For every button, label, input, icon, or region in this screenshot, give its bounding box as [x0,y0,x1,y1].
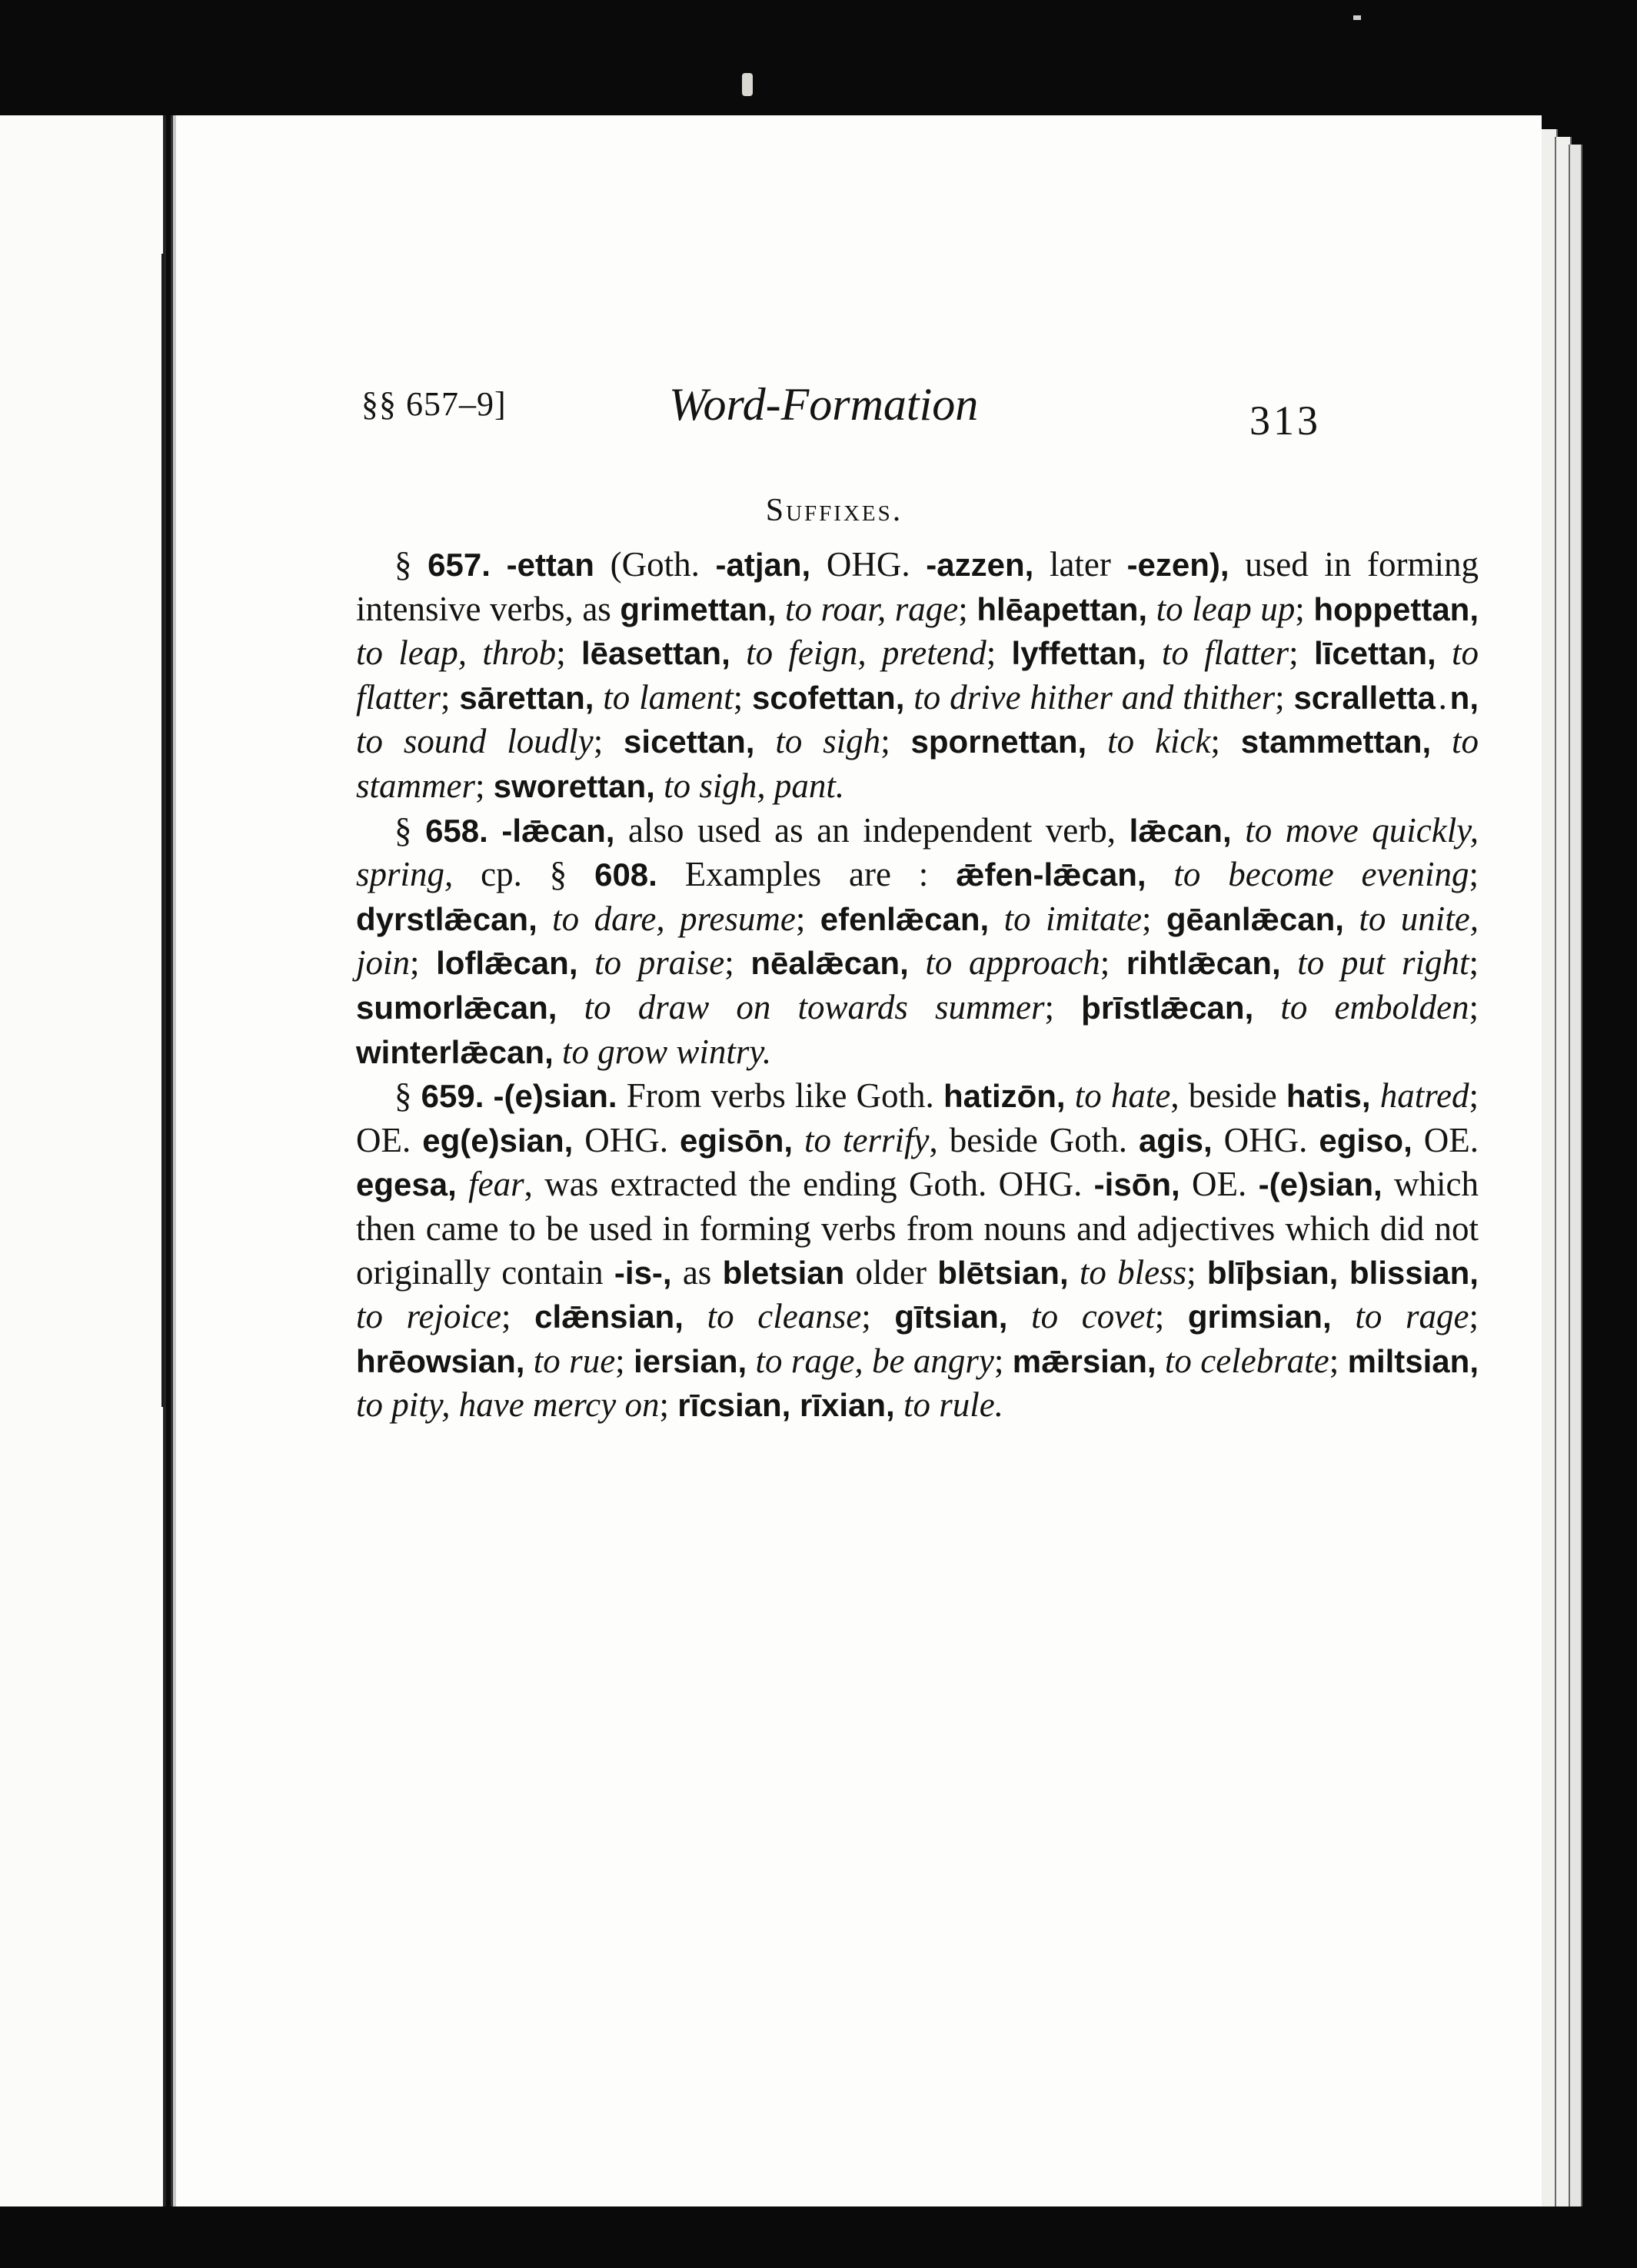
headword: hoppettan, [1313,590,1479,627]
gloss: to dare, presume [552,899,796,938]
text-run [488,811,502,850]
gloss: to rue [533,1341,616,1380]
text-run: ; [986,634,1012,673]
text-run: § [394,545,428,584]
headword: egiso, [1319,1122,1412,1159]
text-run: used in forming intensive verbs, as [356,545,1479,628]
headword: 657. [428,547,491,583]
text-run: older [844,1252,938,1292]
text-run: ; [1210,722,1241,761]
headword: rihtlǣcan, [1126,945,1281,982]
headword: bletsian [722,1254,845,1291]
text-run [989,900,1003,938]
page-stack-edge [1569,145,1582,2206]
headword: mǣrsian, [1012,1342,1156,1379]
text-run [578,943,595,982]
text-run: ; [501,1297,535,1336]
text-run [747,1342,755,1380]
text-run [754,722,775,760]
text-run [904,678,913,717]
text-run: Examples are : [657,855,957,894]
text-run [909,943,926,982]
running-header [173,379,1542,469]
gloss: to feign, pretend [746,634,987,673]
headword: dyrstlǣcan, [356,900,537,937]
text-run: , was extracted the ending Goth. OHG. [524,1165,1094,1204]
gloss: to approach [925,943,1100,983]
text-run: ; [1469,943,1479,983]
gloss: to grow wintry. [562,1032,772,1071]
text-run [1232,811,1246,850]
scan-artifact [742,73,753,96]
text-run [1431,722,1452,760]
gloss: to embolden [1280,987,1469,1026]
headword: egisōn, [680,1122,794,1159]
text-run: ; [861,1297,895,1336]
text-run: OE. [1412,1120,1479,1159]
gloss: to hate [1074,1076,1171,1116]
gloss: to kick [1107,722,1211,761]
gloss: to put right [1297,943,1469,983]
text-run: ; [1289,634,1314,673]
text-run: ; [733,677,752,717]
headword: efenlǣcan, [820,900,990,937]
section-heading: Suffixes. [765,493,903,528]
text-run: ; [1275,677,1294,717]
headword: gītsian, [894,1299,1008,1335]
text-run [776,590,785,628]
text-run: ; [1329,1341,1348,1380]
gloss: to bless [1079,1252,1187,1292]
headword: spornettan, [910,723,1087,760]
headword: agis, [1138,1122,1213,1159]
text-run: OE. [1180,1165,1259,1204]
gloss: to imitate [1003,899,1142,938]
gloss: to terrify [804,1120,930,1159]
headword: -is-, [614,1254,672,1291]
headword: þrīstlǣcan, [1081,989,1254,1026]
headword: egesa, [356,1166,457,1203]
text-run [655,767,664,805]
text-run [1069,1253,1080,1292]
text-run: OHG. [1212,1120,1319,1159]
gloss: to pity, have mercy on [356,1385,660,1425]
headword: hatizōn, [943,1078,1066,1115]
text-run: OHG. [573,1120,680,1159]
gloss: to stammer [356,722,1479,805]
paragraph-659 [356,1074,1479,1428]
text-run: ; [1295,589,1314,628]
text-run [524,1342,533,1380]
headword: miltsian, [1347,1342,1479,1379]
text-run [793,1121,804,1159]
gloss: to roar, rage [785,589,959,628]
text-run: ; [1469,987,1479,1026]
text-run [537,900,552,938]
gloss: to unite, join [356,899,1479,983]
text-run: ; [556,634,581,673]
text-run: ; [593,722,624,761]
text-run [484,1076,493,1115]
headword: -isōn, [1093,1166,1180,1203]
headword: loflǣcan, [436,945,578,982]
text-run: ; OE. [356,1076,1479,1159]
facing-page-margin-line [157,254,164,1407]
text-run: , beside Goth. [929,1120,1139,1159]
gloss: to leap, throb [356,634,557,673]
text-run: ; [475,766,494,805]
gloss: to rejoice [356,1297,501,1336]
text-run: . [1435,677,1450,717]
headword: blīþsian, blissian, [1206,1254,1479,1291]
headword: lǣcan, [1129,812,1232,849]
headword: scralletta [1293,679,1436,716]
gloss: to sigh, pant. [664,766,845,805]
text-run: ; [1141,899,1166,938]
text-run [1281,943,1298,982]
headword: eg(e)sian, [422,1122,574,1159]
gloss: to rage, be angry [755,1341,994,1380]
headword: hatis, [1286,1078,1371,1115]
text-run: OHG. [810,545,927,584]
text-run [1146,634,1162,672]
text-run: ; [659,1385,678,1425]
text-run [1436,634,1452,672]
text-run: cp. § [453,855,595,894]
gloss: to move quickly, spring, [356,810,1479,894]
gloss: fear [468,1165,524,1204]
paragraph-657 [356,543,1479,809]
headword: sicettan, [624,723,755,760]
gloss: hatred [1379,1076,1469,1116]
text-run: ; [615,1341,634,1380]
text-run: (Goth. [594,545,716,584]
text-run [1146,855,1174,893]
paragraph-658 [356,809,1479,1075]
text-run: ; [724,943,751,983]
headword: lēasettan, [581,635,730,672]
text-run: also used as an independent verb, [614,810,1130,850]
gloss: to flatter [1161,634,1289,673]
gloss: to drive hither and thither [913,677,1276,717]
text-run: ; [1469,1297,1479,1336]
headword: grimsian, [1187,1299,1332,1335]
text-run: ; [1186,1252,1207,1292]
gloss: to leap up [1156,589,1296,628]
gloss: to praise [594,943,725,983]
headword: sworettan, [493,767,655,804]
text-run: ; [441,677,460,717]
text-run [1371,1076,1380,1115]
gloss: to sigh [775,722,881,761]
headword: clǣnsian, [534,1299,684,1335]
headword: winterlǣcan, [356,1033,554,1070]
headword: hrēowsian, [356,1342,525,1379]
section-reference: §§ 657–9] [361,385,507,423]
text-run: as [671,1252,723,1292]
headword: gēanlǣcan, [1166,900,1344,937]
text-run: ; [958,589,977,628]
text-run: which then came to be used in forming verbs from nouns and adjectives which did not originally contain [356,1165,1479,1292]
text-run [1066,1076,1075,1115]
gloss: to cleanse [707,1297,862,1336]
headword: -azzen, [926,547,1034,583]
headword: hlēapettan, [977,590,1148,627]
text-run: ; [880,722,911,761]
text-run [491,545,507,584]
headword: sārettan, [459,679,594,716]
facing-page-edge [0,115,166,2206]
body-text [356,543,1479,1428]
gloss: to celebrate [1164,1341,1329,1380]
headword: -(e)sian. [493,1078,617,1115]
headword: nēalǣcan, [750,945,909,982]
gloss: to sound loudly [356,722,594,761]
scan-artifact [1353,15,1361,20]
headword: iersian, [634,1342,747,1379]
text-run: ; [1100,943,1126,983]
text-run [554,1033,562,1071]
text-run [557,988,584,1026]
headword: 658. [425,812,488,849]
headword: līcettan, [1313,635,1436,672]
headword: grimettan, [620,590,777,627]
text-run [457,1165,468,1203]
gloss: to lament [603,677,734,717]
gloss: to flatter [356,634,1479,717]
text-run: § [394,810,426,850]
headword: -ettan [506,547,594,583]
text-run: ; [795,899,820,938]
text-run [1344,900,1359,938]
text-run: later [1033,545,1127,584]
text-run: From verbs like Goth. [617,1076,943,1116]
headword: scofettan, [752,679,905,716]
text-run [684,1297,707,1335]
gloss: to rage [1355,1297,1469,1336]
headword: sumorlǣcan, [356,989,557,1026]
text-run [1147,590,1156,628]
headword: stammettan, [1240,723,1432,760]
headword: -(e)sian, [1258,1166,1382,1203]
page-number: 313 [1249,397,1321,444]
headword: n, [1449,679,1479,716]
headword: rīcsian, rīxian, [677,1387,895,1424]
running-title: Word-Formation [669,379,979,430]
gloss: to rule. [903,1385,1003,1425]
text-run: , beside [1170,1076,1286,1116]
text-run: ; [410,943,437,983]
gloss: to draw on towards summer [584,987,1045,1026]
text-run [1007,1297,1031,1335]
headword: -atjan, [715,547,811,583]
text-run [1156,1342,1165,1380]
headword: -ezen), [1126,547,1229,583]
text-run: ; [993,1341,1013,1380]
headword: 608. [594,856,657,893]
gloss: to covet [1031,1297,1155,1336]
headword: 659. [421,1078,484,1115]
gloss: to become evening [1173,855,1469,894]
text-run: ; [1154,1297,1188,1336]
text-run [1253,988,1280,1026]
text-run [1332,1297,1356,1335]
text-run [1086,722,1107,760]
headword: -lǣcan, [501,812,615,849]
headword: lyffettan, [1011,635,1146,672]
headword: blētsian, [937,1254,1069,1291]
text-run: ; [1044,987,1082,1026]
text-run [594,678,603,717]
text-run [895,1385,903,1424]
text-run [730,634,746,672]
text-run: ; [1469,855,1479,894]
text-run: § [394,1076,421,1116]
headword: ǣfen-lǣcan, [956,856,1146,893]
book-page [171,115,1542,2206]
